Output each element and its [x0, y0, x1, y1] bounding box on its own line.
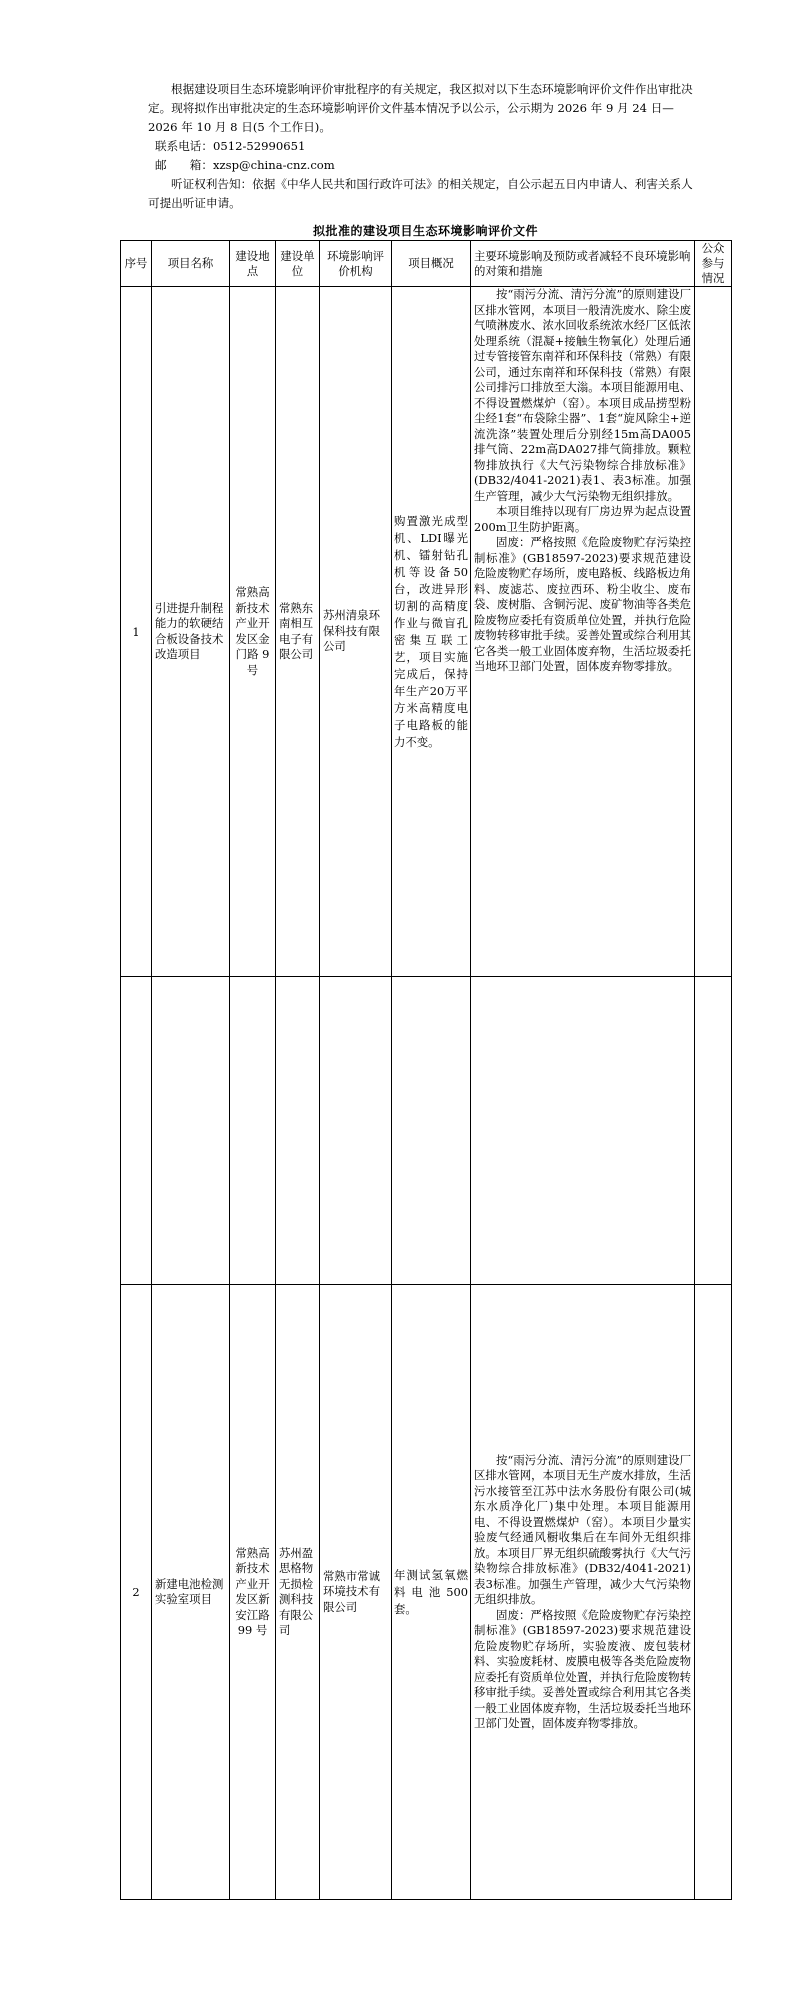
row-participation [695, 287, 732, 977]
row-no: 1 [121, 287, 152, 977]
email-label: 邮 箱： [155, 158, 213, 172]
document-title: 拟批准的建设项目生态环境影响评价文件 [312, 224, 538, 238]
table-row-empty [121, 977, 732, 1285]
row-unit: 常熟东南相互电子有限公司 [276, 287, 320, 977]
row-participation [695, 1285, 732, 1900]
intro-paragraph: 根据建设项目生态环境影响评价审批程序的有关规定，我区拟对以下生态环境影响评价文件作出审批决定。现将拟作出审批决定的生态环境影响评价文件基本情况予以公示，公示期为 2026 年 9 月 24 日—2026 年 10 月 8 日(5 个工作日)。 [148, 82, 693, 134]
table-header-row [121, 241, 732, 287]
measures-paragraph: 本项目维持以现有厂房边界为起点设置200m卫生防护距离。 [474, 504, 691, 534]
row-agency: 常熟市常诚环境技术有限公司 [320, 1285, 392, 1900]
row-unit: 苏州盈思格物无损检测科技有限公司 [276, 1285, 320, 1900]
row-no: 2 [121, 1285, 152, 1900]
hearing-notice: 听证权利告知：依据《中华人民共和国行政许可法》的相关规定，自公示起五日内申请人、利害关系人可提出听证申请。 [148, 177, 693, 210]
row-location: 常熟高新技术产业开发区新安江路 99 号 [230, 1285, 276, 1900]
measures-paragraph: 按“雨污分流、清污分流”的原则建设厂区排水管网，本项目无生产废水排放，生活污水接管至江苏中法水务股份有限公司(城东水质净化厂)集中处理。本项目能源用电、不得设置燃煤炉（窑）。本项目少量实验废气经通风橱收集后在车间外无组织排放。本项目厂界无组织硫酸雾执行《大气污染物综合排放标准》(DB32/4041-2021)表3标准。加强生产管理，减少大气污染物无组织排放。 [474, 1452, 691, 1606]
phone-label: 联系电话： [155, 139, 213, 153]
header-overview: 项目概况 [392, 241, 471, 287]
table-row [121, 1285, 732, 1900]
email-value: xzsp@china-cnz.com [212, 158, 335, 172]
row-measures [471, 287, 695, 977]
row-project-name: 新建电池检测实验室项目 [152, 1285, 230, 1900]
row-overview: 购置激光成型机、LDI曝光机、镭射钻孔机等设备50台，改进异形切割的高精度作业与微盲孔密集互联工艺，项目实施完成后，保持年生产20万平方米高精度电子电路板的能力不变。 [392, 287, 471, 977]
row-measures [471, 1285, 695, 1900]
row-agency: 苏州清泉环保科技有限公司 [320, 287, 392, 977]
approval-table [120, 240, 732, 1900]
row-location: 常熟高新技术产业开发区金门路 9 号 [230, 287, 276, 977]
table-row [121, 287, 732, 977]
row-project-name: 引进提升制程能力的软硬结合板设备技术改造项目 [152, 287, 230, 977]
measures-paragraph: 固废：严格按照《危险废物贮存污染控制标准》(GB18597-2023)要求规范建设危险废物贮存场所，实验废液、废包装材料、实验废耗材、废膜电极等各类危险废物应委托有资质单位处置，并执行危险废物转移审批手续。妥善处置或综合利用其它各类一般工业固体废弃物，生活垃圾委托当地环卫部门处置，固体废弃物零排放。 [474, 1607, 691, 1730]
header-participation: 公众参与情况 [695, 241, 732, 287]
header-unit: 建设单位 [276, 241, 320, 287]
measures-paragraph: 固废：严格按照《危险废物贮存污染控制标准》(GB18597-2023)要求规范建设危险废物贮存场所，废电路板、线路板边角料、废滤芯、废拉西环、粉尘收尘、废布袋、废树脂、含铜污泥、废矿物油等各类危险废物应委托有资质单位处置，并执行危险废物转移审批手续。妥善处置或综合利用其它各类一般工业固体废弃物，生活垃圾委托当地环卫部门处置，固体废弃物零排放。 [474, 535, 691, 673]
intro-section [148, 80, 696, 213]
header-measures: 主要环境影响及预防或者减轻不良环境影响的对策和措施 [471, 241, 695, 287]
contact-phone [148, 137, 696, 156]
header-no: 序号 [121, 241, 152, 287]
measures-paragraph: 按“雨污分流、清污分流”的原则建设厂区排水管网，本项目一般清洗废水、除尘废气喷淋废水、浓水回收系统浓水经厂区低浓处理系统（混凝+接触生物氧化）处理后通过专管接管东南祥和环保科技（常熟）有限公司，通过东南祥和环保科技（常熟）有限公司排污口排放至大滃。本项目能源用电、不得设置燃煤炉（窑）。本项目成品捞型粉尘经1套“布袋除尘器”、1套“旋风除尘+逆流洗涤”装置处理后分别经15m高DA005排气筒、22m高DA027排气筒排放。颗粒物排放执行《大气污染物综合排放标准》(DB32/4041-2021)表1、表3标准。加强生产管理，减少大气污染物无组织排放。 [474, 287, 691, 503]
header-name: 项目名称 [152, 241, 230, 287]
contact-email [148, 156, 696, 175]
header-agency: 环境影响评价机构 [320, 241, 392, 287]
phone-value: 0512-52990651 [212, 139, 306, 153]
header-location: 建设地点 [230, 241, 276, 287]
row-overview: 年测试氢氧燃料电池500套。 [392, 1285, 471, 1900]
